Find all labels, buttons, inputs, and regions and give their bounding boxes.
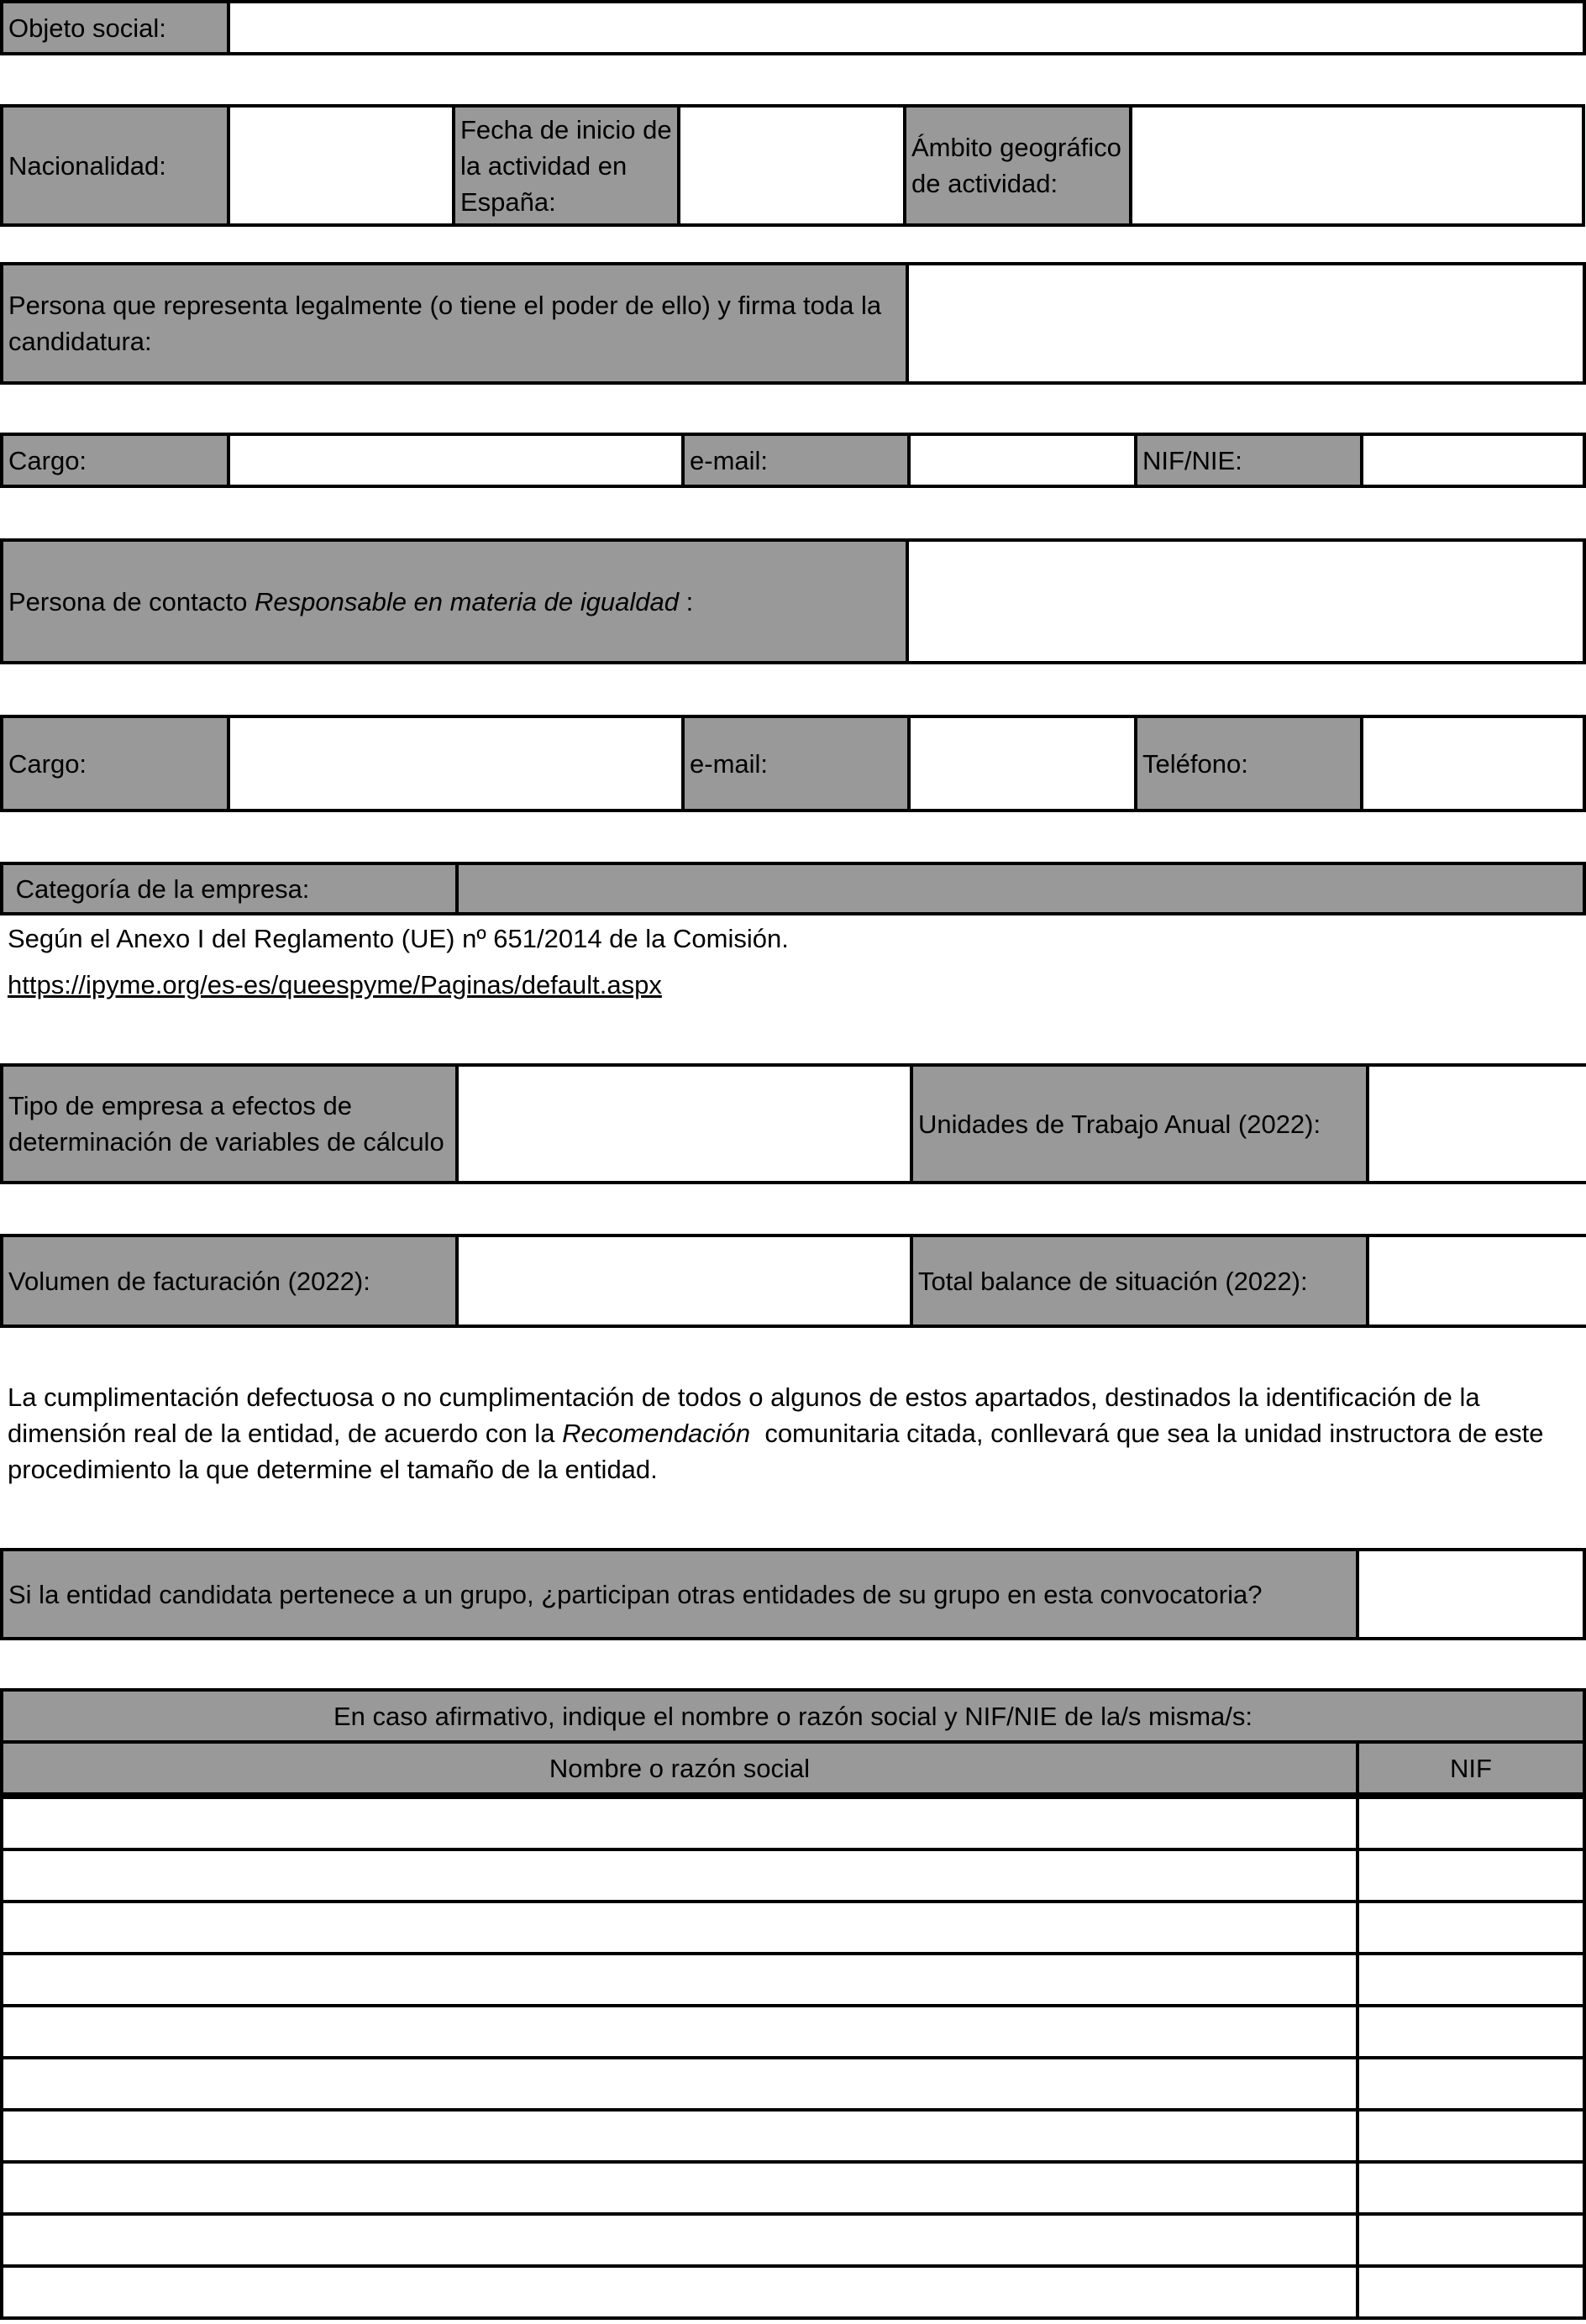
representante-field[interactable]	[906, 262, 1586, 385]
tipo-empresa-row	[0, 1063, 1586, 1184]
nota-part1: La cumplimentación defectuosa o no cumplimentación de todos o algunos de estos apartados, destinados la identificación de la dimensión real de la entidad, de acuerdo con la	[8, 1382, 1480, 1448]
categoria-label: Categoría de la empresa:	[0, 862, 459, 915]
anexo-text: Según el Anexo I del Reglamento (UE) nº 651/2014 de la Comisión.	[8, 924, 789, 953]
table-header-row	[0, 1688, 1586, 1744]
nif-cell[interactable]	[1356, 2004, 1586, 2059]
nif-cell[interactable]	[1356, 1848, 1586, 1903]
table-row	[0, 2004, 1586, 2059]
ambito-label: Ámbito geográfico de actividad:	[903, 104, 1132, 227]
nif-cell[interactable]	[1356, 1952, 1586, 2007]
categoria-row	[0, 862, 1586, 915]
table-columns-row	[0, 1740, 1586, 1796]
cargo-contacto-label: Cargo:	[0, 715, 230, 812]
nif-cell[interactable]	[1356, 2108, 1586, 2164]
contacto-row	[0, 538, 1586, 664]
volumen-field[interactable]	[455, 1234, 913, 1328]
nacionalidad-field[interactable]	[227, 104, 455, 227]
categoria-field[interactable]	[455, 862, 1586, 915]
email-field[interactable]	[907, 433, 1137, 488]
fecha-inicio-field[interactable]	[677, 104, 906, 227]
volumen-row	[0, 1234, 1586, 1328]
nombre-cell[interactable]	[0, 1848, 1359, 1903]
cargo-contacto-field[interactable]	[227, 715, 685, 812]
nif-cell[interactable]	[1356, 1900, 1586, 1955]
tipo-empresa-field[interactable]	[455, 1063, 913, 1184]
objeto-social-row	[0, 0, 1586, 55]
contacto-label-italic: Responsable en materia de igualdad	[254, 586, 679, 616]
nombre-cell[interactable]	[0, 2160, 1359, 2216]
nif-cell[interactable]	[1356, 2160, 1586, 2216]
grupo-label: Si la entidad candidata pertenece a un grupo, ¿participan otras entidades de su grupo en esta convocatoria?	[0, 1548, 1359, 1640]
contacto-field[interactable]	[906, 538, 1586, 664]
nombre-cell[interactable]	[0, 2108, 1359, 2164]
table-row	[0, 1900, 1586, 1955]
nif-nie-field[interactable]	[1360, 433, 1586, 488]
fecha-inicio-label: Fecha de inicio de la actividad en España:	[452, 104, 680, 227]
table-row	[0, 1848, 1586, 1903]
table-row	[0, 1952, 1586, 2007]
nota-italic: Recomendación	[562, 1419, 751, 1448]
table-row	[0, 2108, 1586, 2164]
telefono-label: Teléfono:	[1134, 715, 1363, 812]
email-label: e-mail:	[681, 433, 911, 488]
balance-label: Total balance de situación (2022):	[910, 1234, 1369, 1328]
telefono-field[interactable]	[1360, 715, 1586, 812]
nacionalidad-label: Nacionalidad:	[0, 104, 230, 227]
ipyme-link[interactable]: https://ipyme.org/es-es/queespyme/Paginas/default.aspx	[8, 970, 662, 999]
table-row	[0, 1796, 1586, 1851]
objeto-social-label: Objeto social:	[0, 0, 230, 55]
nombre-cell[interactable]	[0, 2056, 1359, 2112]
table-row	[0, 2264, 1586, 2320]
grupo-row	[0, 1548, 1586, 1640]
nombre-cell[interactable]	[0, 1796, 1359, 1851]
nif-cell[interactable]	[1356, 2056, 1586, 2112]
cargo-field[interactable]	[227, 433, 685, 488]
table-row	[0, 2160, 1586, 2216]
nombre-cell[interactable]	[0, 1900, 1359, 1955]
contacto-label-prefix: Persona de contacto	[8, 586, 255, 616]
email-contacto-label: e-mail:	[681, 715, 911, 812]
representante-row	[0, 262, 1586, 385]
ambito-field[interactable]	[1129, 104, 1585, 227]
nombre-cell[interactable]	[0, 1952, 1359, 2007]
column-header-nif: NIF	[1356, 1740, 1586, 1796]
nota-part2: comunitaria citada, conllevará que sea la unidad instructora de este procedimiento la que determine el tamaño de la entidad.	[8, 1419, 1552, 1484]
nif-nie-label: NIF/NIE:	[1134, 433, 1363, 488]
volumen-label: Volumen de facturación (2022):	[0, 1234, 459, 1328]
nif-cell[interactable]	[1356, 2212, 1586, 2268]
nif-cell[interactable]	[1356, 2264, 1586, 2320]
tipo-empresa-label: Tipo de empresa a efectos de determinación de variables de cálculo	[0, 1063, 459, 1184]
grupo-entidades-table	[0, 1688, 1586, 2320]
cargo-row-1	[0, 433, 1586, 488]
nacionalidad-row	[0, 104, 1585, 227]
nombre-cell[interactable]	[0, 2264, 1359, 2320]
nif-cell[interactable]	[1356, 1796, 1586, 1851]
contacto-label	[0, 538, 909, 664]
table-title: En caso afirmativo, indique el nombre o razón social y NIF/NIE de la/s misma/s:	[0, 1688, 1586, 1744]
nombre-cell[interactable]	[0, 2004, 1359, 2059]
contacto-label-suffix: :	[678, 586, 694, 616]
table-row	[0, 2212, 1586, 2268]
objeto-social-field[interactable]	[227, 0, 1586, 55]
balance-field[interactable]	[1366, 1234, 1586, 1328]
table-row	[0, 2056, 1586, 2112]
uta-label: Unidades de Trabajo Anual (2022):	[910, 1063, 1369, 1184]
cargo-label: Cargo:	[0, 433, 230, 488]
nombre-cell[interactable]	[0, 2212, 1359, 2268]
representante-label: Persona que representa legalmente (o tiene el poder de ello) y firma toda la candidatura:	[0, 262, 909, 385]
grupo-field[interactable]	[1356, 1548, 1586, 1640]
nota-text	[8, 1379, 1578, 1487]
uta-field[interactable]	[1366, 1063, 1586, 1184]
column-header-nombre: Nombre o razón social	[0, 1740, 1359, 1796]
cargo-row-2	[0, 715, 1586, 812]
email-contacto-field[interactable]	[907, 715, 1137, 812]
